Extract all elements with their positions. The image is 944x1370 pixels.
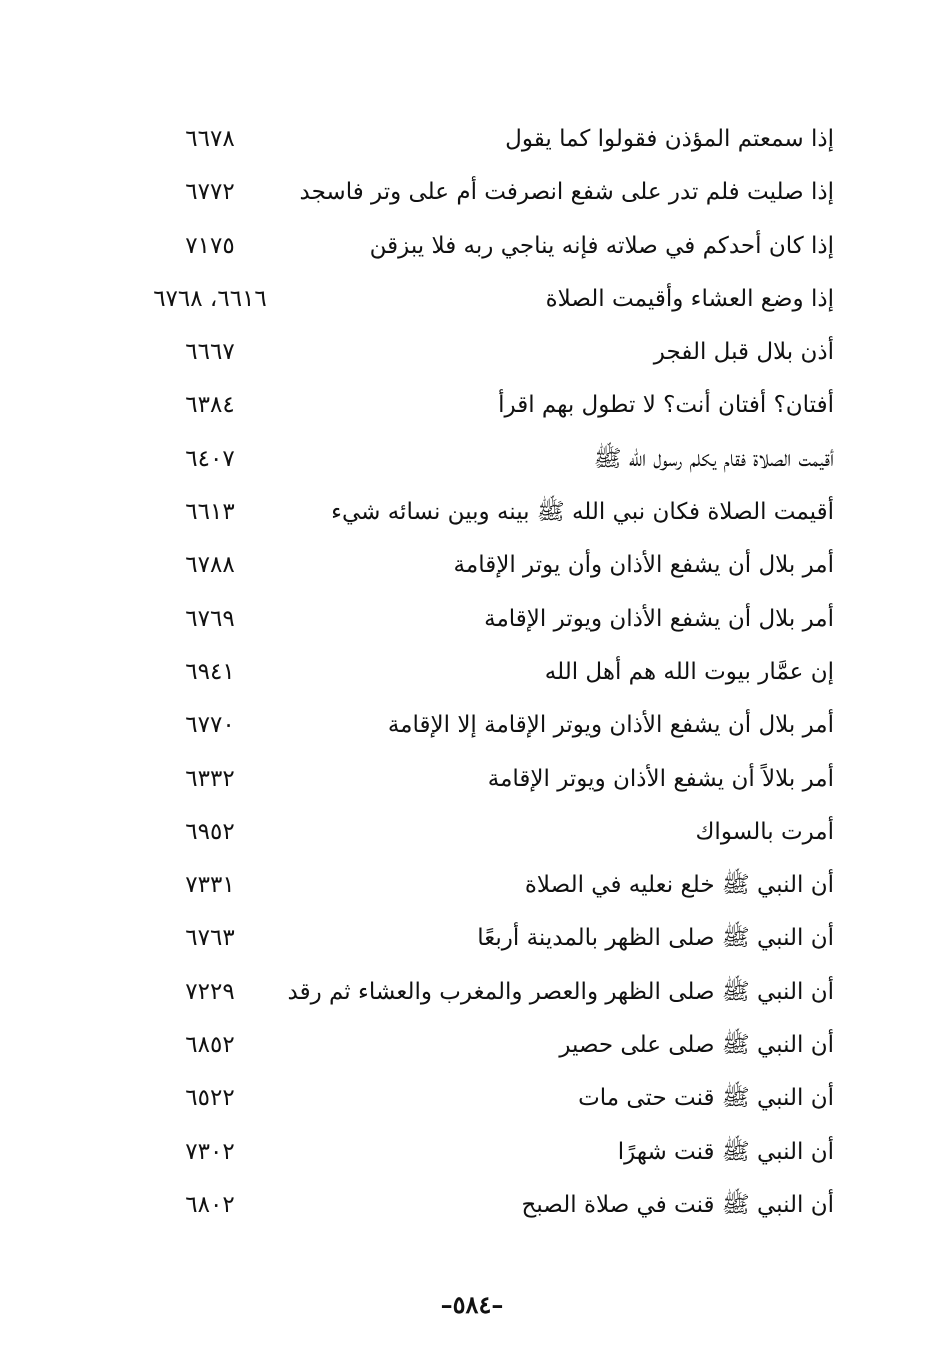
entry-text: إذا كان أحدكم في صلاته فإنه يناجي ربه فلا يبزقن <box>369 232 834 259</box>
entry-reference-number: ٦٨٥٢ <box>185 1032 235 1059</box>
index-row <box>0 326 944 379</box>
entry-text: أقيمت الصلاة فقام يكلم رسول الله ﷺ <box>593 445 834 472</box>
index-row <box>0 859 944 912</box>
index-row <box>0 699 944 752</box>
entry-text: إذا صليت فلم تدر على شفع انصرفت أم على وتر فاسجد <box>299 179 834 206</box>
index-row <box>0 113 944 166</box>
entry-text: أمر بلال أن يشفع الأذان ويوتر الإقامة <box>484 605 834 632</box>
index-row <box>0 166 944 219</box>
entry-reference-number: ٦٦١٣ <box>185 499 235 526</box>
index-row <box>0 806 944 859</box>
entry-reference-number: ٧١٧٥ <box>185 232 235 259</box>
entry-reference-number: ٦٦١٦، ٦٧٦٨ <box>153 285 267 312</box>
entry-text: إذا سمعتم المؤذن فقولوا كما يقول <box>505 126 834 152</box>
entry-reference-number: ٦٩٤١ <box>185 658 235 685</box>
index-row <box>0 646 944 699</box>
index-row <box>0 1019 944 1072</box>
index-row <box>0 966 944 1019</box>
entry-reference-number: ٦٧٨٨ <box>185 552 235 579</box>
index-row <box>0 273 944 326</box>
entry-text: أن النبي ﷺ صلى الظهر بالمدينة أربعًا <box>477 925 834 952</box>
entry-text: أن النبي ﷺ قنت شهرًا <box>617 1138 834 1165</box>
entry-text: أمر بلال أن يشفع الأذان ويوتر الإقامة إلا الإقامة <box>387 712 834 739</box>
entry-text: أمر بلالاً أن يشفع الأذان ويوتر الإقامة <box>487 765 834 792</box>
index-row <box>0 1072 944 1125</box>
entry-text: أن النبي ﷺ خلع نعليه في الصلاة <box>524 872 834 899</box>
page-number: –٥٨٤– <box>440 1290 504 1319</box>
entry-reference-number: ٦٨٠٢ <box>185 1191 235 1218</box>
entry-text: أفتان؟ أفتان أنت؟ لا تطول بهم اقرأ <box>498 392 834 419</box>
index-row <box>0 379 944 432</box>
entry-text: أن النبي ﷺ صلى على حصير <box>559 1032 834 1059</box>
entry-text: أمر بلال أن يشفع الأذان وأن يوتر الإقامة <box>453 552 834 579</box>
entry-reference-number: ٦٩٥٢ <box>185 818 235 845</box>
entry-reference-number: ٦٤٠٧ <box>185 445 235 472</box>
entry-text: أمرت بالسواك <box>695 818 834 845</box>
index-row <box>0 486 944 539</box>
index-row <box>0 912 944 965</box>
index-row <box>0 433 944 486</box>
entry-text: إن عمَّار بيوت الله هم أهل الله <box>544 658 834 685</box>
entry-text: أن النبي ﷺ صلى الظهر والعصر والمغرب والعشاء ثم رقد <box>287 978 834 1005</box>
index-row <box>0 593 944 646</box>
entry-reference-number: ٧٣٠٢ <box>185 1138 235 1165</box>
entry-reference-number: ٦٥٢٢ <box>185 1085 235 1112</box>
entry-reference-number: ٦٧٦٣ <box>185 925 235 952</box>
hadith-index-list <box>0 113 944 1232</box>
entry-reference-number: ٧٣٣١ <box>185 872 235 899</box>
index-row <box>0 1126 944 1179</box>
index-row <box>0 753 944 806</box>
entry-text: أقيمت الصلاة فكان نبي الله ﷺ بينه وبين نسائه شيء <box>331 499 834 526</box>
entry-reference-number: ٦٧٧٠ <box>185 712 235 739</box>
index-row <box>0 1179 944 1232</box>
entry-text: أن النبي ﷺ قنت في صلاة الصبح <box>521 1191 834 1218</box>
entry-text: إذا وضع العشاء وأقيمت الصلاة <box>545 285 834 312</box>
entry-reference-number: ٧٢٢٩ <box>185 978 235 1005</box>
entry-reference-number: ٦٧٧٢ <box>185 179 235 206</box>
entry-reference-number: ٦٦٦٧ <box>185 339 235 366</box>
entry-reference-number: ٦٧٦٩ <box>185 605 235 632</box>
entry-text: أن النبي ﷺ قنت حتى مات <box>578 1085 834 1112</box>
entry-text: أذن بلال قبل الفجر <box>653 339 834 366</box>
index-row <box>0 539 944 592</box>
entry-reference-number: ٦٣٨٤ <box>185 392 235 419</box>
index-row <box>0 220 944 273</box>
entry-reference-number: ٦٣٣٢ <box>185 765 235 792</box>
entry-reference-number: ٦٦٧٨ <box>185 126 235 152</box>
